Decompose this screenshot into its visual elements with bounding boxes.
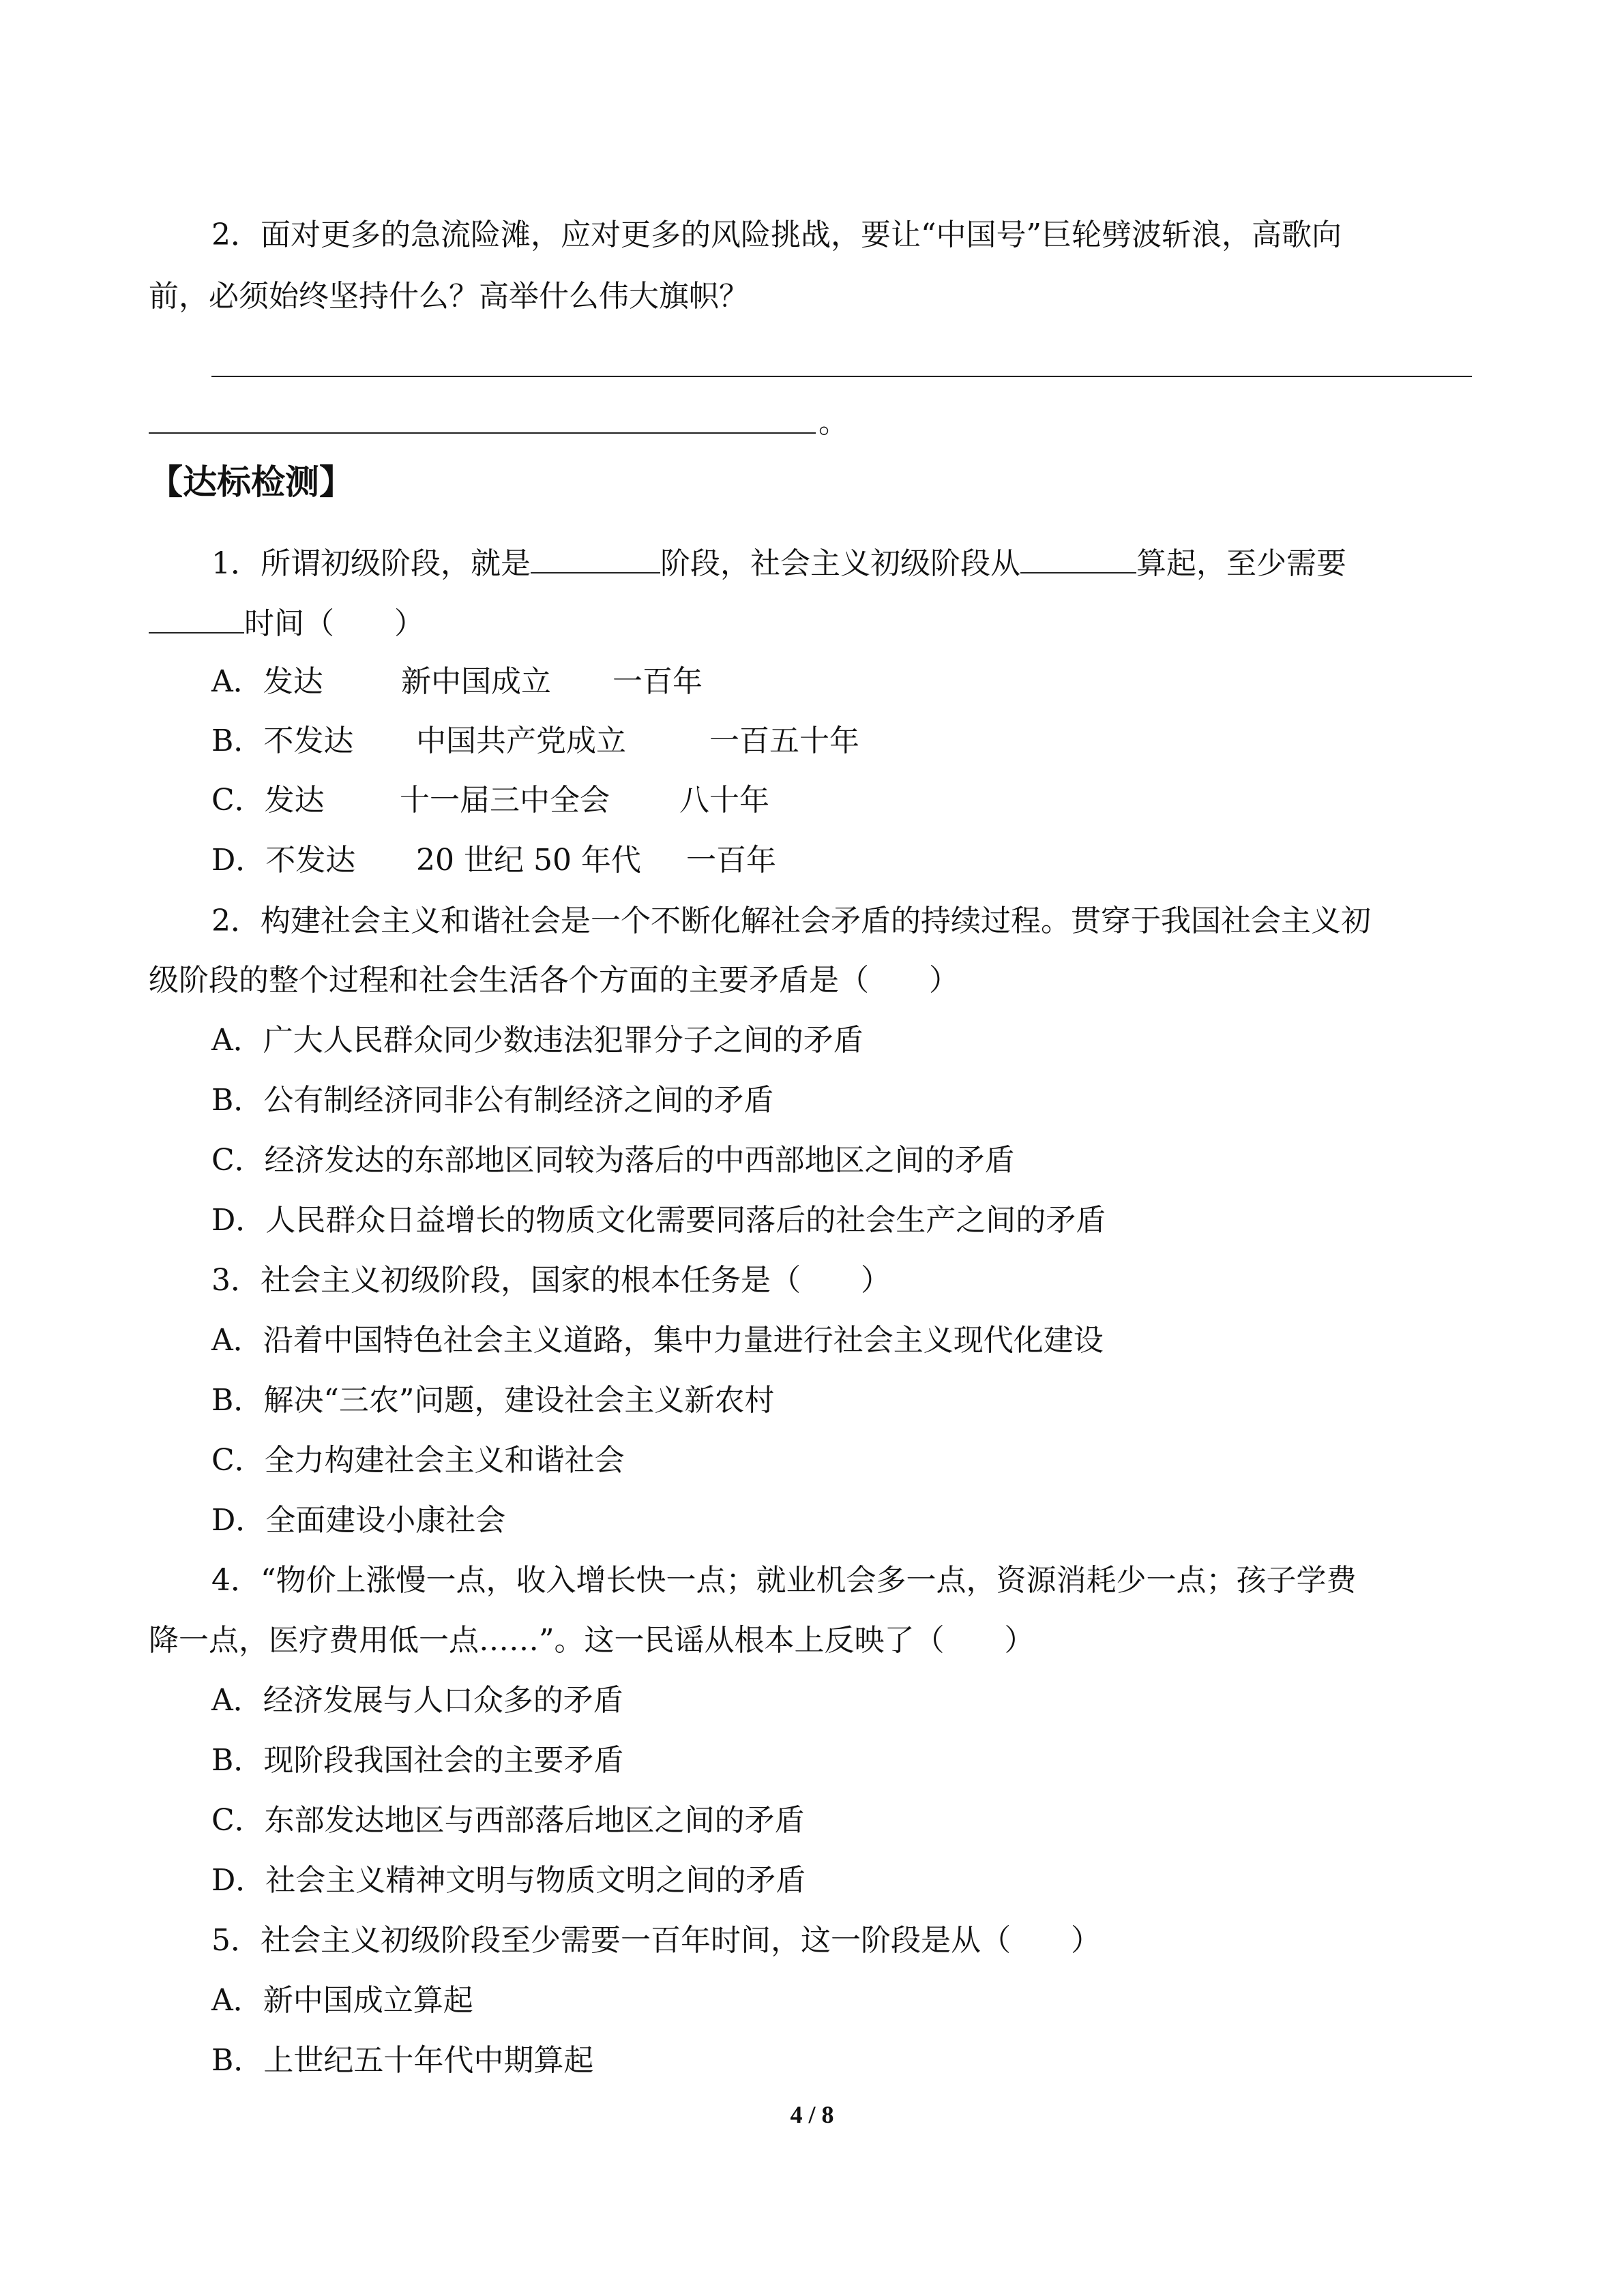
q2-option-a: A．广大人民群众同少数违法犯罪分子之间的矛盾 bbox=[211, 1023, 863, 1058]
page-number: 4 / 8 bbox=[790, 2101, 834, 2128]
q4-option-b: B．现阶段我国社会的主要矛盾 bbox=[211, 1743, 624, 1778]
answer-line-2 bbox=[149, 432, 816, 434]
q1-d-start: 20 世纪 50 年代 bbox=[416, 843, 641, 878]
q1-text-4: 时间（ ） bbox=[244, 606, 424, 641]
q1-a-start: 新中国成立 bbox=[401, 664, 551, 699]
q1-d-duration: 一百年 bbox=[686, 843, 776, 878]
q2-option-b: B．公有制经济同非公有制经济之间的矛盾 bbox=[211, 1083, 774, 1118]
q2-line-2: 级阶段的整个过程和社会生活各个方面的主要矛盾是（ ） bbox=[149, 963, 959, 998]
q1-line-1 bbox=[211, 541, 1346, 584]
prev-question-line-1: 2．面对更多的急流险滩，应对更多的风险挑战，要让“中国号”巨轮劈波斩浪，高歌向 bbox=[211, 218, 1342, 252]
q1-blank-1 bbox=[531, 541, 660, 573]
q3-option-c: C．全力构建社会主义和谐社会 bbox=[211, 1443, 625, 1478]
q3-option-d: D．全面建设小康社会 bbox=[211, 1503, 506, 1538]
q2-option-d: D．人民群众日益增长的物质文化需要同落后的社会生产之间的矛盾 bbox=[211, 1203, 1106, 1238]
q1-b-duration: 一百五十年 bbox=[709, 724, 859, 758]
q1-b-start: 中国共产党成立 bbox=[416, 724, 626, 758]
q2-option-c: C．经济发达的东部地区同较为落后的中西部地区之间的矛盾 bbox=[211, 1143, 1015, 1178]
prev-question-line-2: 前，必须始终坚持什么？高举什么伟大旗帜？ bbox=[149, 279, 749, 314]
q1-d-label: D．不发达 bbox=[211, 843, 356, 878]
q1-option-b bbox=[211, 721, 859, 762]
q4-option-c: C．东部发达地区与西部落后地区之间的矛盾 bbox=[211, 1803, 805, 1838]
q1-option-c bbox=[211, 780, 769, 821]
q1-text-1: 1．所谓初级阶段，就是 bbox=[211, 546, 531, 581]
q1-option-a bbox=[211, 661, 703, 702]
q1-b-label: B．不发达 bbox=[211, 724, 354, 758]
q1-c-label: C．发达 bbox=[211, 783, 325, 818]
q1-blank-3 bbox=[149, 601, 244, 633]
q1-option-d bbox=[211, 840, 776, 881]
q4-line-2: 降一点，医疗费用低一点……”。这一民谣从根本上反映了（ ） bbox=[149, 1623, 1035, 1658]
q3-option-b: B．解决“三农”问题，建设社会主义新农村 bbox=[211, 1383, 775, 1418]
q1-blank-2 bbox=[1020, 541, 1136, 573]
q4-option-d: D．社会主义精神文明与物质文明之间的矛盾 bbox=[211, 1863, 806, 1898]
q1-a-label: A．发达 bbox=[211, 664, 323, 699]
q1-c-duration: 八十年 bbox=[679, 783, 769, 818]
q3-line-1: 3．社会主义初级阶段，国家的根本任务是（ ） bbox=[211, 1263, 891, 1298]
q5-option-b: B．上世纪五十年代中期算起 bbox=[211, 2043, 594, 2078]
q1-c-start: 十一届三中全会 bbox=[400, 783, 610, 818]
q2-line-1: 2．构建社会主义和谐社会是一个不断化解社会矛盾的持续过程。贯穿于我国社会主义初 bbox=[211, 904, 1371, 938]
answer-line-1 bbox=[211, 376, 1472, 377]
q5-option-a: A．新中国成立算起 bbox=[211, 1983, 473, 2018]
section-title: 【达标检测】 bbox=[149, 462, 353, 502]
q1-line-2 bbox=[149, 601, 424, 644]
q4-line-1: 4．“物价上涨慢一点，收入增长快一点；就业机会多一点，资源消耗少一点；孩子学费 bbox=[211, 1563, 1357, 1598]
q1-a-duration: 一百年 bbox=[612, 664, 703, 699]
q1-text-3: 算起，至少需要 bbox=[1136, 546, 1346, 581]
q1-text-2: 阶段，社会主义初级阶段从 bbox=[660, 546, 1020, 581]
q4-option-a: A．经济发展与人口众多的矛盾 bbox=[211, 1683, 623, 1718]
answer-end-mark: 。 bbox=[818, 405, 848, 440]
q3-option-a: A．沿着中国特色社会主义道路，集中力量进行社会主义现代化建设 bbox=[211, 1323, 1104, 1358]
q5-line-1: 5．社会主义初级阶段至少需要一百年时间，这一阶段是从（ ） bbox=[211, 1923, 1101, 1958]
